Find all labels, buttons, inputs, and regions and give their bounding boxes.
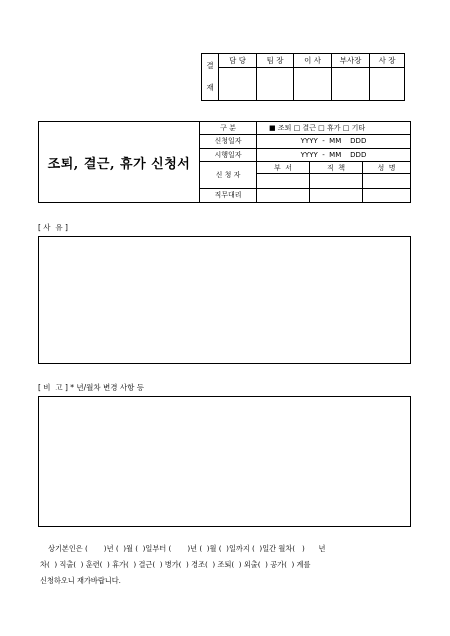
statement-line-2: 차( ) 직출( ) 훈련( ) 휴가( ) 결근( ) 병가( ) 경조( ) 조퇴( ) 외출( ) 공가( ) 계를 <box>40 560 311 569</box>
approval-sign-director[interactable] <box>294 68 332 101</box>
position-field[interactable] <box>310 174 363 188</box>
statement <box>40 541 412 589</box>
apply-date-label: 신청일자 <box>200 135 257 148</box>
category-label: 구 분 <box>200 122 257 135</box>
signature-header: 성 명 <box>363 161 411 173</box>
statement-line-1: 상기본인은 ( )년 ( )월 ( )일부터 ( )년 ( )월 ( )일까지 ( )일간 월차( ) 년 <box>48 544 326 553</box>
dept-field[interactable] <box>257 174 310 188</box>
form-title-cell <box>39 122 200 203</box>
remarks-textarea[interactable] <box>38 396 411 527</box>
remarks-label: [ 비 고 ] * 년/월차 변경 사항 등 <box>38 383 145 392</box>
approval-label-top: 결 <box>206 61 214 70</box>
reason-label: [ 사 유 ] <box>38 223 68 232</box>
approval-label-bottom: 재 <box>206 83 214 92</box>
approval-table <box>201 53 405 101</box>
position-header: 직 책 <box>310 161 363 173</box>
deputy-label: 직무대리 <box>200 188 257 202</box>
approval-header-director: 이 사 <box>294 54 332 68</box>
deputy-dept-field[interactable] <box>257 188 310 202</box>
deputy-position-field[interactable] <box>310 188 363 202</box>
request-form-table <box>38 121 411 203</box>
exec-date-value[interactable]: YYYY - MM DDD <box>257 148 411 161</box>
dept-header: 부 서 <box>257 161 310 173</box>
approval-header-vp: 부사장 <box>332 54 370 68</box>
deputy-name-field[interactable] <box>363 188 411 202</box>
statement-line-3: 신청하오니 재가바랍니다. <box>40 576 121 585</box>
signature-field[interactable] <box>363 174 411 188</box>
reason-textarea[interactable] <box>38 236 411 364</box>
exec-date-label: 시행일자 <box>200 148 257 161</box>
applicant-label: 신 청 자 <box>200 161 257 188</box>
approval-header-staff: 담 당 <box>219 54 257 68</box>
approval-sign-ceo[interactable] <box>370 68 405 101</box>
apply-date-value[interactable]: YYYY - MM DDD <box>257 135 411 148</box>
category-options[interactable]: ■ 조퇴 □ 결근 □ 휴가 □ 기타 <box>257 122 411 135</box>
approval-header-ceo: 사 장 <box>370 54 405 68</box>
approval-side-label <box>202 54 219 101</box>
approval-sign-vp[interactable] <box>332 68 370 101</box>
form-title: 조퇴, 결근, 휴가 신청서 <box>47 156 191 172</box>
approval-sign-staff[interactable] <box>219 68 257 101</box>
approval-sign-team-lead[interactable] <box>257 68 294 101</box>
approval-header-team-lead: 팀 장 <box>257 54 294 68</box>
